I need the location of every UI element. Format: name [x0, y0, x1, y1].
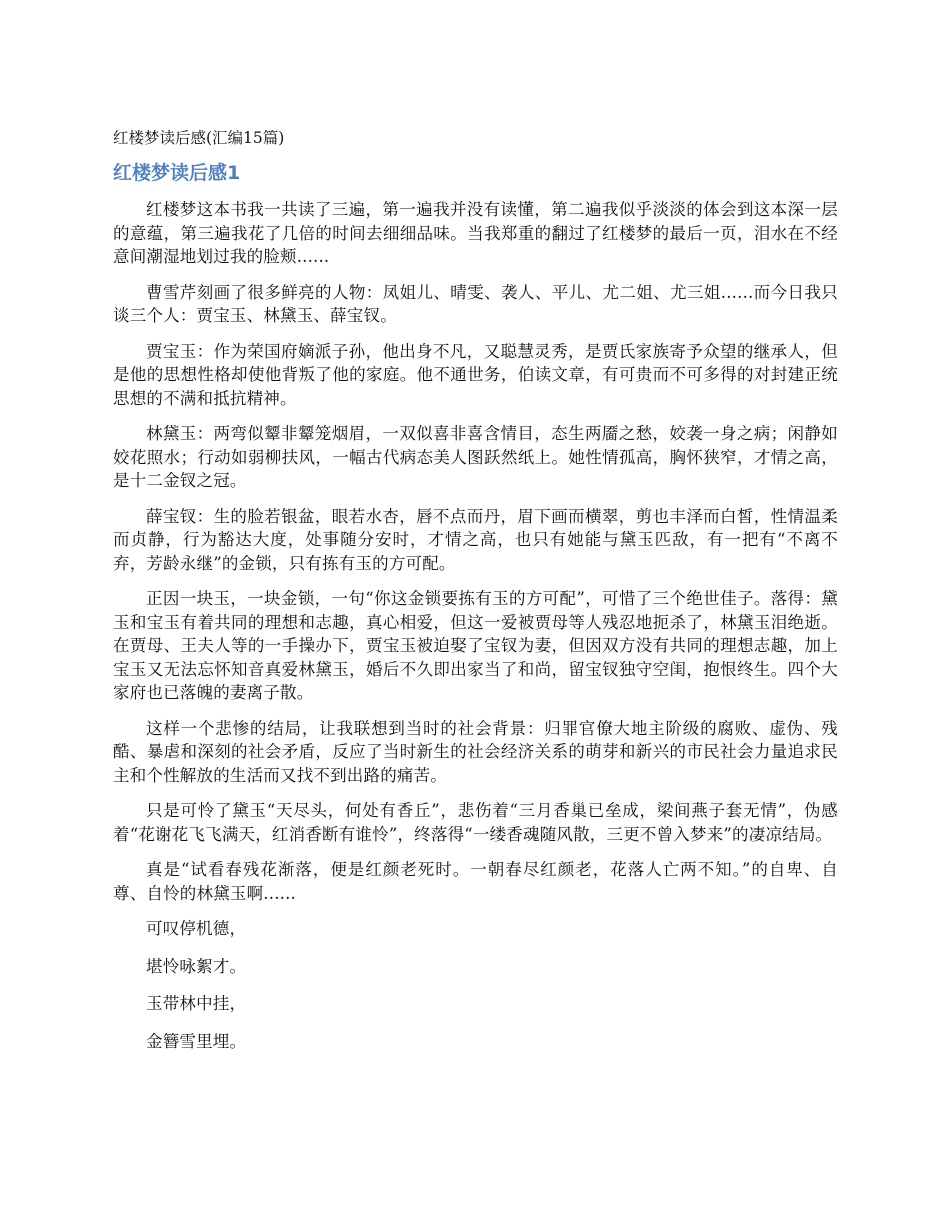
section-heading: 红楼梦读后感1	[113, 162, 241, 184]
paragraph: 只是可怜了黛玉“天尽头，何处有香丘”，悲伤着“三月香巢已垒成，梁间燕子套无情”，伪感着“花谢花飞飞满天，红消香断有谁怜”，终落得“一缕香魂随风散，三更不曾入梦来”的凄凉结局。	[113, 801, 838, 844]
poem-line: 堪怜咏絮才。	[146, 956, 247, 976]
document-title: 红楼梦读后感(汇编15篇)	[113, 129, 285, 147]
paragraph: 薛宝钗：生的脸若银盆，眼若水杏，唇不点而丹，眉下画而横翠，剪也丰泽而白皙，性情温柔而贞静，行为豁达大度，处事随分安时，才情之高，也只有她能与黛玉匹敌，有一把有“不离不弃，芳龄永继”的金锁，只有拣有玉的方可配。	[113, 506, 838, 573]
paragraph: 这样一个悲惨的结局，让我联想到当时的社会背景：归罪官僚大地主阶级的腐败、虚伪、残酷、暴虐和深刻的社会矛盾，反应了当时新生的社会经济关系的萌芽和新兴的市民社会力量追求民主和个性解放的生活而又找不到出路的痛苦。	[113, 718, 838, 785]
poem-line: 可叹停机德，	[146, 919, 247, 938]
paragraph: 正因一块玉，一块金锁，一句“你这金锁要拣有玉的方可配”，可惜了三个绝世佳子。落得：黛玉和宝玉有着共同的理想和志趣，真心相爱，但这一爱被贾母等人残忍地扼杀了，林黛玉泪绝逝。在贾母、王夫人等的一手操办下，贾宝玉被迫娶了宝钗为妻，但因双方没有共同的理想志趣，加上宝玉又无法忘怀知音真爱林黛玉，婚后不久即出家当了和尚，留宝钗独守空闺，抱恨终生。四个大家府也已落魄的妻离子散。	[113, 589, 838, 702]
document-page	[113, 128, 838, 1067]
paragraph: 红楼梦这本书我一共读了三遍，第一遍我并没有读懂，第二遍我似乎淡淡的体会到这本深一层的意蕴，第三遍我花了几倍的时间去细细品味。当我郑重的翻过了红楼梦的最后一页，泪水在不经意间潮湿地划过我的脸颊......	[113, 200, 838, 266]
paragraph: 真是“试看春残花渐落，便是红颜老死时。一朝春尽红颜老，花落人亡两不知。”的自卑、自尊、自怜的林黛玉啊......	[113, 860, 838, 903]
poem-line: 玉带林中挂，	[146, 994, 247, 1013]
paragraph: 曹雪芹刻画了很多鲜亮的人物：凤姐儿、晴雯、袭人、平儿、尤二姐、尤三姐......而今日我只谈三个人：贾宝玉、林黛玉、薛宝钗。	[113, 282, 838, 325]
poem-line: 金簪雪里埋。	[146, 1031, 247, 1051]
paragraph: 林黛玉：两弯似颦非颦笼烟眉，一双似喜非喜含情目，态生两靥之愁，姣袭一身之病；闲静如姣花照水；行动如弱柳扶风，一幅古代病态美人图跃然纸上。她性情孤高，胸怀狭窄，才情之高，是十二金钗之冠。	[113, 424, 838, 490]
paragraph: 贾宝玉：作为荣国府嫡派子孙，他出身不凡，又聪慧灵秀，是贾氏家族寄予众望的继承人，但是他的思想性格却使他背叛了他的家庭。他不通世务，伯读文章，有可贵而不可多得的对封建正统思想的不满和抵抗精神。	[113, 341, 838, 408]
